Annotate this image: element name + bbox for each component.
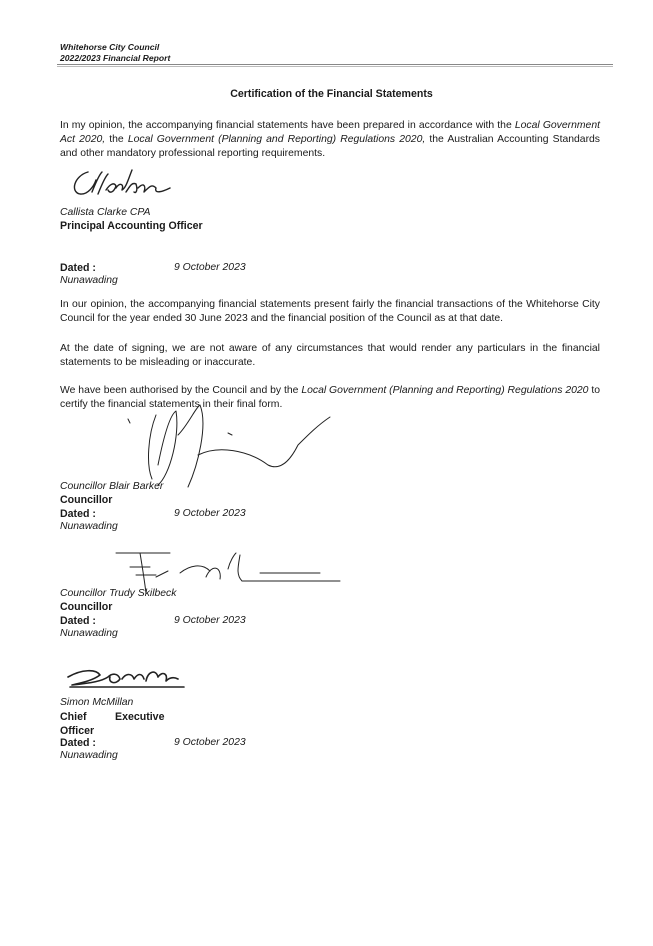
councillor2-name: Councillor Trudy Skilbeck <box>60 588 177 599</box>
signature-callista-clarke <box>66 164 196 200</box>
ceo-role <box>60 710 180 738</box>
dated-label: Dated : <box>60 508 96 520</box>
signature-simon-mcmillan <box>62 663 192 691</box>
page-title: Certification of the Financial Statements <box>230 88 433 100</box>
councillor1-role: Councillor <box>60 494 113 506</box>
dated-label: Dated : <box>60 262 96 274</box>
header-council-name: Whitehorse City Council <box>60 42 160 52</box>
date-value: 9 October 2023 <box>174 737 246 748</box>
paragraph-fair-presentation: In our opinion, the accompanying financial statements present fairly the financial transactions of the Whitehorse City Council for the year ended 30 June 2023 and the financial position of the Council as at that date. <box>60 299 600 324</box>
councillor2-role: Councillor <box>60 601 113 613</box>
location: Nunawading <box>60 750 118 761</box>
dated-label: Dated : <box>60 737 96 749</box>
header-rule <box>57 64 613 65</box>
paragraph-preparation: In my opinion, the accompanying financial statements have been prepared in accordance with the Local Government Act 2020, the Local Government (Planning and Reporting) Regulations 2020, the Australian Accounting Standards and other mandatory professional reporting requirements. <box>60 120 601 159</box>
date-value: 9 October 2023 <box>174 262 246 273</box>
report-header <box>60 42 170 64</box>
officer-role: Principal Accounting Officer <box>60 220 203 232</box>
ceo-role-word-chief: Chief <box>60 711 87 723</box>
paragraph-no-misleading: At the date of signing, we are not aware of any circumstances that would render any particulars in the financial statements to be misleading or inaccurate. <box>60 343 600 368</box>
date-value: 9 October 2023 <box>174 508 246 519</box>
paragraph-authorisation: We have been authorised by the Council and by the Local Government (Planning and Reporting) Regulations 2020 to certify the financial statements in their final form. <box>60 385 601 410</box>
header-report-name: 2022/2023 Financial Report <box>60 53 171 63</box>
location: Nunawading <box>60 628 118 639</box>
ceo-role-word-officer: Officer <box>60 725 95 737</box>
location: Nunawading <box>60 275 118 286</box>
dated-label: Dated : <box>60 615 96 627</box>
signature-blair-barker <box>118 395 338 495</box>
officer-name: Callista Clarke CPA <box>60 207 151 218</box>
councillor1-name: Councillor Blair Barker <box>60 481 164 492</box>
ceo-name: Simon McMillan <box>60 697 134 708</box>
header-rule-secondary <box>57 66 613 67</box>
date-value: 9 October 2023 <box>174 615 246 626</box>
ceo-role-word-executive: Executive <box>115 711 165 723</box>
location: Nunawading <box>60 521 118 532</box>
